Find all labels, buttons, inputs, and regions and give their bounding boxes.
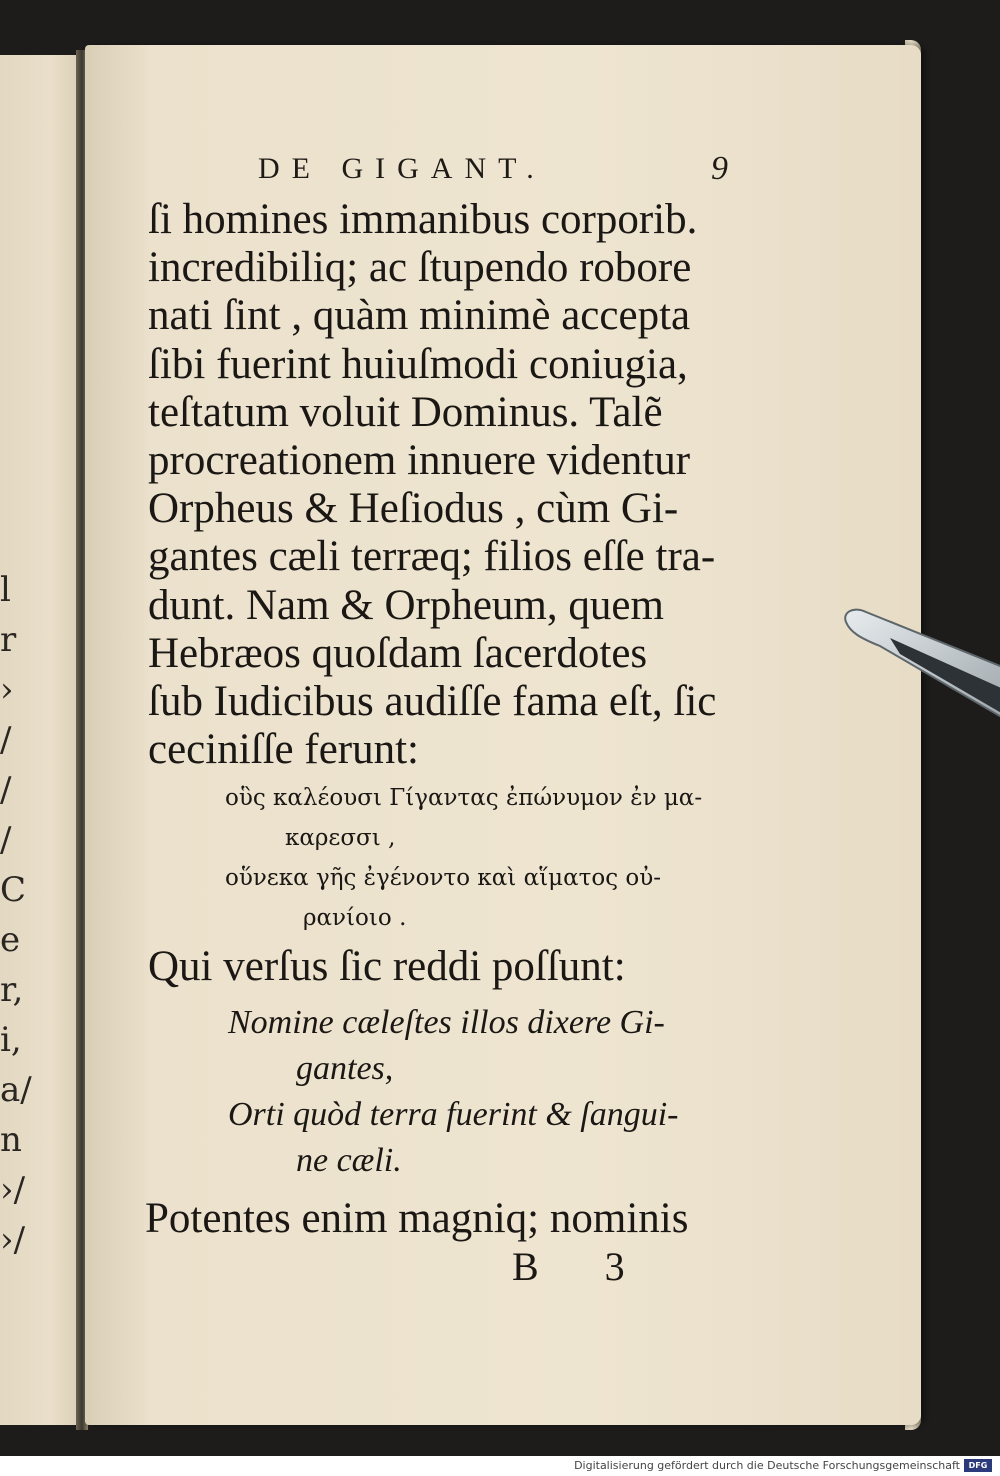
left-margin-fragment: e xyxy=(0,920,21,960)
dfg-logo: DFG xyxy=(964,1459,992,1472)
left-margin-fragment: l xyxy=(0,570,11,610)
body-line: ceciniſſe ferunt: xyxy=(148,726,419,774)
left-margin-fragment: r xyxy=(0,620,17,660)
left-margin-fragment: › xyxy=(0,670,14,710)
verse-line: Nomine cæleſtes illos dixere Gi- xyxy=(228,1004,665,1041)
left-margin-fragment: / xyxy=(0,820,12,860)
body-line: ſi homines immanibus corporib. xyxy=(148,196,698,243)
body-line: dunt. Nam & Orpheum, quem xyxy=(148,581,664,629)
verse-line: gantes, xyxy=(296,1050,394,1087)
left-margin-fragment: / xyxy=(0,770,12,810)
body-line: procreationem innuere videntur xyxy=(148,437,691,485)
signature-mark: B 3 xyxy=(512,1244,653,1289)
body-line: teſtatum voluit Dominus. Talẽ xyxy=(148,388,663,436)
body-line: gantes cæli terræq; filios eſſe tra- xyxy=(148,533,716,581)
greek-line: καρεσσι , xyxy=(285,825,396,851)
verse-line: ne cæli. xyxy=(296,1142,402,1179)
left-margin-fragment: C xyxy=(0,870,27,910)
left-margin-fragment: r, xyxy=(0,970,24,1010)
left-page-edge xyxy=(0,55,86,1425)
left-margin-fragment: a/ xyxy=(0,1070,32,1110)
body-line: nati ſint , quàm minimè accepta xyxy=(148,292,691,340)
left-margin-fragment: ›/ xyxy=(0,1220,26,1260)
greek-line: οὕνεκα γῆς ἐγένοντο καὶ αἵματος οὐ- xyxy=(225,865,661,891)
transition-line: Qui verſus ſic reddi poſſunt: xyxy=(148,943,626,990)
latin-verse xyxy=(228,1000,728,1184)
left-margin-fragment: ›/ xyxy=(0,1170,26,1210)
body-line: incredibiliq; ac ſtupendo robore xyxy=(148,244,692,292)
left-margin-fragment: n xyxy=(0,1120,22,1160)
body-line: ſibi fuerint huiuſmodi coniugia, xyxy=(148,340,688,388)
verse-line: Orti quòd terra fuerint & ſangui- xyxy=(228,1096,679,1133)
body-line: Orpheus & Heſiodus , cùm Gi- xyxy=(148,485,679,533)
running-head xyxy=(258,152,728,192)
left-margin-fragment: / xyxy=(0,720,12,760)
body-line: Hebræos quoſdam ſacerdotes xyxy=(148,629,648,677)
catchword-line: Potentes enim magniq; nominis xyxy=(145,1195,689,1242)
greek-line: ρανίοιο . xyxy=(303,905,407,931)
greek-line: οὓς καλέουσι Γίγαντας ἐπώνυμον ἐν μα- xyxy=(225,785,703,811)
body-line: ſub Iudicibus audiſſe fama eſt, ſic xyxy=(148,678,717,726)
pointer-stick-icon xyxy=(840,600,1000,740)
left-margin-fragments xyxy=(0,565,40,1265)
footer-credit: Digitalisierung gefördert durch die Deutsche Forschungsgemeinschaft xyxy=(574,1459,960,1472)
left-margin-fragment: i, xyxy=(0,1020,22,1060)
page-number: 9 xyxy=(711,150,728,187)
running-head-title: DE GIGANT. xyxy=(258,152,546,185)
greek-quotation xyxy=(225,778,725,938)
body-text xyxy=(148,196,728,774)
